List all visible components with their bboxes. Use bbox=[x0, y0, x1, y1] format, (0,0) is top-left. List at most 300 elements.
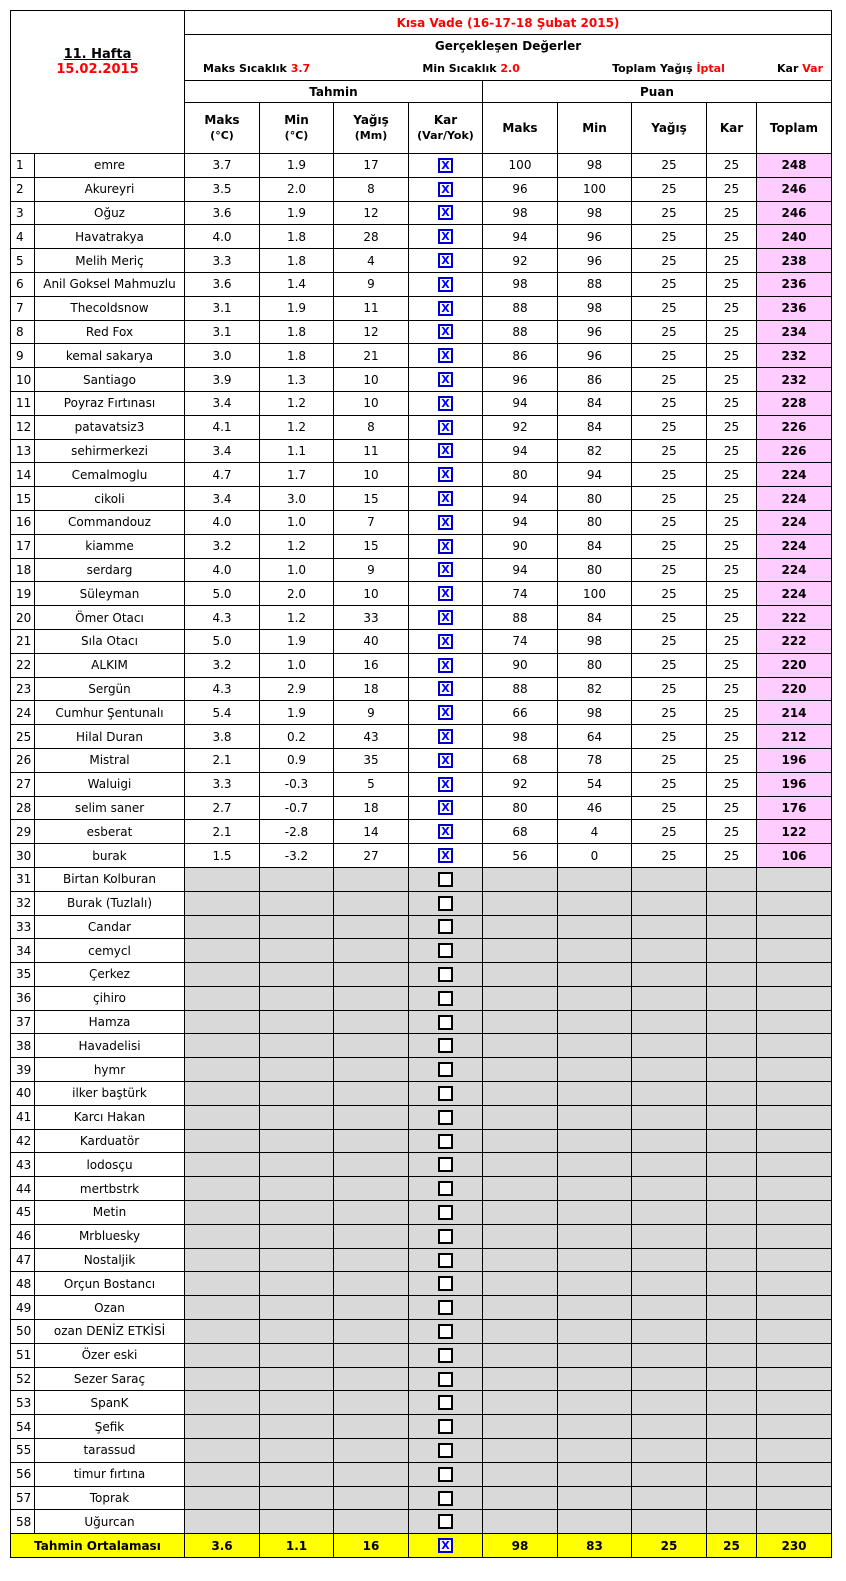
row-number: 52 bbox=[11, 1367, 35, 1391]
snow-checkbox[interactable] bbox=[438, 1372, 453, 1387]
snow-checkbox[interactable]: X bbox=[438, 848, 453, 863]
snow-checkbox[interactable] bbox=[438, 1229, 453, 1244]
score-total: 220 bbox=[757, 677, 832, 701]
forecast-max bbox=[185, 1034, 260, 1058]
score-precip: 25 bbox=[632, 534, 707, 558]
row-number: 33 bbox=[11, 915, 35, 939]
table-row-empty bbox=[11, 939, 832, 963]
snow-checkbox[interactable]: X bbox=[438, 182, 453, 197]
forecast-max bbox=[185, 1153, 260, 1177]
row-number: 39 bbox=[11, 1058, 35, 1082]
table-row bbox=[11, 653, 832, 677]
score-precip bbox=[632, 1486, 707, 1510]
participant-name: Akureyri bbox=[35, 177, 185, 201]
score-max bbox=[483, 1105, 558, 1129]
score-snow: 25 bbox=[707, 534, 757, 558]
score-precip bbox=[632, 939, 707, 963]
forecast-max: 3.9 bbox=[185, 368, 260, 392]
score-snow: 25 bbox=[707, 748, 757, 772]
snow-checkbox[interactable]: X bbox=[438, 491, 453, 506]
score-max bbox=[483, 1391, 558, 1415]
snow-checkbox[interactable]: X bbox=[438, 705, 453, 720]
score-min bbox=[558, 1129, 632, 1153]
score-min bbox=[558, 1272, 632, 1296]
score-max bbox=[483, 1439, 558, 1463]
forecast-precip bbox=[334, 1510, 409, 1534]
participant-name: Red Fox bbox=[35, 320, 185, 344]
snow-checkbox[interactable] bbox=[438, 1514, 453, 1529]
score-min bbox=[558, 1153, 632, 1177]
table-row-empty bbox=[11, 891, 832, 915]
forecast-min: 2.9 bbox=[260, 677, 334, 701]
snow-checkbox[interactable]: X bbox=[438, 253, 453, 268]
forecast-max: 3.8 bbox=[185, 725, 260, 749]
forecast-precip: 35 bbox=[334, 748, 409, 772]
score-precip bbox=[632, 1296, 707, 1320]
forecast-max bbox=[185, 891, 260, 915]
score-snow bbox=[707, 1248, 757, 1272]
score-max bbox=[483, 891, 558, 915]
participant-name: ilker baştürk bbox=[35, 1082, 185, 1106]
forecast-snow bbox=[409, 296, 483, 320]
score-precip: 25 bbox=[632, 772, 707, 796]
score-min bbox=[558, 1248, 632, 1272]
row-number: 50 bbox=[11, 1320, 35, 1344]
score-snow: 25 bbox=[707, 653, 757, 677]
snow-checkbox[interactable] bbox=[438, 1134, 453, 1149]
score-total: 224 bbox=[757, 510, 832, 534]
table-row-empty bbox=[11, 915, 832, 939]
forecast-min bbox=[260, 1510, 334, 1534]
forecast-max bbox=[185, 915, 260, 939]
snow-checkbox[interactable] bbox=[438, 1491, 453, 1506]
score-snow bbox=[707, 1391, 757, 1415]
snow-checkbox[interactable]: X bbox=[438, 1538, 453, 1553]
table-row-empty bbox=[11, 1343, 832, 1367]
score-snow bbox=[707, 1034, 757, 1058]
score-precip: 25 bbox=[632, 487, 707, 511]
row-number: 19 bbox=[11, 582, 35, 606]
snow-checkbox[interactable]: X bbox=[438, 681, 453, 696]
forecast-max: 3.3 bbox=[185, 249, 260, 273]
forecast-precip bbox=[334, 1201, 409, 1225]
score-min: 84 bbox=[558, 606, 632, 630]
score-max: 68 bbox=[483, 748, 558, 772]
score-max: 68 bbox=[483, 820, 558, 844]
forecast-snow bbox=[409, 1082, 483, 1106]
forecast-max: 2.7 bbox=[185, 796, 260, 820]
score-precip bbox=[632, 1510, 707, 1534]
snow-checkbox[interactable] bbox=[438, 896, 453, 911]
snow-checkbox[interactable]: X bbox=[438, 443, 453, 458]
score-snow: 25 bbox=[707, 439, 757, 463]
average-max: 3.6 bbox=[185, 1534, 260, 1558]
score-precip: 25 bbox=[632, 629, 707, 653]
row-number: 49 bbox=[11, 1296, 35, 1320]
snow-checkbox[interactable] bbox=[438, 1253, 453, 1268]
score-total: 106 bbox=[757, 844, 832, 868]
snow-checkbox[interactable]: X bbox=[438, 301, 453, 316]
score-total bbox=[757, 1510, 832, 1534]
forecast-min: 1.9 bbox=[260, 201, 334, 225]
snow-checkbox[interactable] bbox=[438, 1395, 453, 1410]
score-precip bbox=[632, 1129, 707, 1153]
forecast-max: 4.7 bbox=[185, 463, 260, 487]
snow-checkbox[interactable] bbox=[438, 967, 453, 982]
score-total: 226 bbox=[757, 415, 832, 439]
forecast-snow bbox=[409, 701, 483, 725]
snow-checkbox[interactable]: X bbox=[438, 586, 453, 601]
snow-checkbox[interactable] bbox=[438, 991, 453, 1006]
snow-checkbox[interactable] bbox=[438, 1015, 453, 1030]
average-min: 1.1 bbox=[260, 1534, 334, 1558]
snow-checkbox[interactable] bbox=[438, 1419, 453, 1434]
participant-name: Candar bbox=[35, 915, 185, 939]
row-number: 15 bbox=[11, 487, 35, 511]
average-row bbox=[11, 1534, 832, 1558]
average-score-max: 98 bbox=[483, 1534, 558, 1558]
forecast-snow bbox=[409, 225, 483, 249]
score-min: 0 bbox=[558, 844, 632, 868]
snow-checkbox[interactable] bbox=[438, 1276, 453, 1291]
score-total bbox=[757, 1034, 832, 1058]
snow-checkbox[interactable]: X bbox=[438, 539, 453, 554]
forecast-snow bbox=[409, 510, 483, 534]
score-precip bbox=[632, 867, 707, 891]
forecast-min: 0.2 bbox=[260, 725, 334, 749]
forecast-max bbox=[185, 1415, 260, 1439]
snow-checkbox[interactable]: X bbox=[438, 753, 453, 768]
row-number: 28 bbox=[11, 796, 35, 820]
score-total: 212 bbox=[757, 725, 832, 749]
forecast-min: 1.8 bbox=[260, 249, 334, 273]
score-max bbox=[483, 986, 558, 1010]
forecast-min bbox=[260, 1320, 334, 1344]
forecast-snow bbox=[409, 368, 483, 392]
forecast-precip: 43 bbox=[334, 725, 409, 749]
score-snow bbox=[707, 1439, 757, 1463]
table-row bbox=[11, 225, 832, 249]
forecast-precip bbox=[334, 1439, 409, 1463]
score-snow bbox=[707, 1462, 757, 1486]
row-number: 13 bbox=[11, 439, 35, 463]
score-total: 246 bbox=[757, 201, 832, 225]
snow-checkbox[interactable] bbox=[438, 1181, 453, 1196]
snow-checkbox[interactable] bbox=[438, 872, 453, 887]
forecast-min: -2.8 bbox=[260, 820, 334, 844]
forecast-snow bbox=[409, 1296, 483, 1320]
forecast-max: 4.1 bbox=[185, 415, 260, 439]
score-max: 90 bbox=[483, 653, 558, 677]
row-number: 12 bbox=[11, 415, 35, 439]
score-snow bbox=[707, 939, 757, 963]
forecast-max: 3.6 bbox=[185, 272, 260, 296]
score-snow bbox=[707, 1320, 757, 1344]
row-number: 29 bbox=[11, 820, 35, 844]
average-snow bbox=[409, 1534, 483, 1558]
score-min: 80 bbox=[558, 653, 632, 677]
score-precip bbox=[632, 1439, 707, 1463]
snow-checkbox[interactable] bbox=[438, 1086, 453, 1101]
table-row bbox=[11, 296, 832, 320]
score-min bbox=[558, 1486, 632, 1510]
score-precip bbox=[632, 891, 707, 915]
forecast-precip: 15 bbox=[334, 487, 409, 511]
score-snow bbox=[707, 1415, 757, 1439]
forecast-snow bbox=[409, 986, 483, 1010]
score-min bbox=[558, 1034, 632, 1058]
score-min: 84 bbox=[558, 415, 632, 439]
snow-checkbox[interactable]: X bbox=[438, 158, 453, 173]
snow-checkbox[interactable]: X bbox=[438, 800, 453, 815]
forecast-precip: 18 bbox=[334, 677, 409, 701]
forecast-snow bbox=[409, 606, 483, 630]
snow-checkbox[interactable]: X bbox=[438, 372, 453, 387]
table-row-empty bbox=[11, 1272, 832, 1296]
snow-checkbox[interactable] bbox=[438, 1443, 453, 1458]
score-precip: 25 bbox=[632, 796, 707, 820]
score-precip: 25 bbox=[632, 582, 707, 606]
score-snow bbox=[707, 1010, 757, 1034]
col-header-min: Min (°C) bbox=[260, 103, 334, 154]
forecast-min: 1.9 bbox=[260, 629, 334, 653]
snow-checkbox[interactable]: X bbox=[438, 229, 453, 244]
snow-checkbox[interactable] bbox=[438, 943, 453, 958]
snow-checkbox[interactable] bbox=[438, 1467, 453, 1482]
forecast-min bbox=[260, 1343, 334, 1367]
forecast-max bbox=[185, 939, 260, 963]
participant-name: Mistral bbox=[35, 748, 185, 772]
forecast-snow bbox=[409, 1343, 483, 1367]
snow-checkbox[interactable]: X bbox=[438, 824, 453, 839]
row-number: 10 bbox=[11, 368, 35, 392]
forecast-max: 3.6 bbox=[185, 201, 260, 225]
snow-checkbox[interactable] bbox=[438, 1324, 453, 1339]
participant-name: burak bbox=[35, 844, 185, 868]
forecast-precip bbox=[334, 1415, 409, 1439]
snow-checkbox[interactable] bbox=[438, 1300, 453, 1315]
score-total bbox=[757, 915, 832, 939]
participant-name: Süleyman bbox=[35, 582, 185, 606]
participant-name: esberat bbox=[35, 820, 185, 844]
score-max: 94 bbox=[483, 391, 558, 415]
snow-checkbox[interactable]: X bbox=[438, 396, 453, 411]
forecast-max bbox=[185, 963, 260, 987]
score-min: 98 bbox=[558, 154, 632, 178]
participant-name: Karduatör bbox=[35, 1129, 185, 1153]
forecast-precip: 9 bbox=[334, 558, 409, 582]
forecast-max bbox=[185, 1082, 260, 1106]
snow-checkbox[interactable] bbox=[438, 919, 453, 934]
forecast-snow bbox=[409, 1034, 483, 1058]
forecast-max: 3.4 bbox=[185, 391, 260, 415]
score-precip bbox=[632, 1034, 707, 1058]
forecast-snow bbox=[409, 1391, 483, 1415]
forecast-snow bbox=[409, 439, 483, 463]
snow-checkbox[interactable]: X bbox=[438, 658, 453, 673]
forecast-min: -3.2 bbox=[260, 844, 334, 868]
forecast-precip: 27 bbox=[334, 844, 409, 868]
forecast-min bbox=[260, 1058, 334, 1082]
snow-checkbox[interactable] bbox=[438, 1110, 453, 1125]
score-snow bbox=[707, 891, 757, 915]
score-max bbox=[483, 939, 558, 963]
forecast-precip bbox=[334, 986, 409, 1010]
forecast-min bbox=[260, 1296, 334, 1320]
participant-name: Cemalmoglu bbox=[35, 463, 185, 487]
forecast-snow bbox=[409, 1510, 483, 1534]
snow-checkbox[interactable]: X bbox=[438, 610, 453, 625]
forecast-max: 4.0 bbox=[185, 225, 260, 249]
forecast-max: 2.1 bbox=[185, 820, 260, 844]
score-precip: 25 bbox=[632, 225, 707, 249]
score-max: 94 bbox=[483, 439, 558, 463]
participant-name: Nostaljik bbox=[35, 1248, 185, 1272]
participant-name: Sıla Otacı bbox=[35, 629, 185, 653]
table-row-empty bbox=[11, 1367, 832, 1391]
score-snow: 25 bbox=[707, 796, 757, 820]
score-precip: 25 bbox=[632, 391, 707, 415]
snow-checkbox[interactable]: X bbox=[438, 205, 453, 220]
score-min: 96 bbox=[558, 320, 632, 344]
forecast-min bbox=[260, 1153, 334, 1177]
score-precip bbox=[632, 1105, 707, 1129]
score-snow bbox=[707, 1510, 757, 1534]
snow-checkbox[interactable]: X bbox=[438, 348, 453, 363]
table-row-empty bbox=[11, 1105, 832, 1129]
table-row bbox=[11, 320, 832, 344]
forecast-max: 3.0 bbox=[185, 344, 260, 368]
score-min bbox=[558, 891, 632, 915]
forecast-precip: 9 bbox=[334, 701, 409, 725]
score-precip bbox=[632, 1320, 707, 1344]
table-row bbox=[11, 534, 832, 558]
score-total: 224 bbox=[757, 534, 832, 558]
snow-checkbox[interactable]: X bbox=[438, 324, 453, 339]
score-total: 196 bbox=[757, 772, 832, 796]
score-max bbox=[483, 1367, 558, 1391]
score-precip: 25 bbox=[632, 272, 707, 296]
row-number: 5 bbox=[11, 249, 35, 273]
row-number: 31 bbox=[11, 867, 35, 891]
participant-name: Sergün bbox=[35, 677, 185, 701]
score-max bbox=[483, 1415, 558, 1439]
snow-checkbox[interactable] bbox=[438, 1062, 453, 1077]
forecast-max bbox=[185, 1486, 260, 1510]
participant-name: Sezer Saraç bbox=[35, 1367, 185, 1391]
participant-name: Santiago bbox=[35, 368, 185, 392]
score-min: 82 bbox=[558, 677, 632, 701]
col-header-score-precip: Yağış bbox=[632, 103, 707, 154]
row-number: 2 bbox=[11, 177, 35, 201]
participant-name: Ozan bbox=[35, 1296, 185, 1320]
snow-checkbox[interactable] bbox=[438, 1205, 453, 1220]
table-row-empty bbox=[11, 1129, 832, 1153]
score-precip bbox=[632, 1367, 707, 1391]
score-precip: 25 bbox=[632, 844, 707, 868]
forecast-snow bbox=[409, 1367, 483, 1391]
snow-checkbox[interactable]: X bbox=[438, 777, 453, 792]
forecast-min: -0.7 bbox=[260, 796, 334, 820]
score-precip bbox=[632, 1058, 707, 1082]
forecast-snow bbox=[409, 867, 483, 891]
snow-checkbox[interactable]: X bbox=[438, 729, 453, 744]
score-total bbox=[757, 1224, 832, 1248]
score-precip: 25 bbox=[632, 439, 707, 463]
score-snow: 25 bbox=[707, 820, 757, 844]
row-number: 37 bbox=[11, 1010, 35, 1034]
col-header-score-max: Maks bbox=[483, 103, 558, 154]
score-min bbox=[558, 1201, 632, 1225]
forecast-precip: 11 bbox=[334, 439, 409, 463]
snow-checkbox[interactable] bbox=[438, 1348, 453, 1363]
score-max bbox=[483, 1320, 558, 1344]
forecast-max: 1.5 bbox=[185, 844, 260, 868]
snow-checkbox[interactable]: X bbox=[438, 515, 453, 530]
col-header-score-total: Toplam bbox=[757, 103, 832, 154]
observed-precip: Toplam Yağış İptal bbox=[612, 61, 725, 75]
snow-checkbox[interactable] bbox=[438, 1038, 453, 1053]
forecast-precip bbox=[334, 1177, 409, 1201]
row-number: 9 bbox=[11, 344, 35, 368]
row-number: 48 bbox=[11, 1272, 35, 1296]
score-precip bbox=[632, 1010, 707, 1034]
score-min bbox=[558, 1296, 632, 1320]
score-max: 98 bbox=[483, 725, 558, 749]
row-number: 46 bbox=[11, 1224, 35, 1248]
table-row bbox=[11, 606, 832, 630]
forecast-min bbox=[260, 1010, 334, 1034]
forecast-precip bbox=[334, 1058, 409, 1082]
participant-name: Melih Meriç bbox=[35, 249, 185, 273]
forecast-min bbox=[260, 867, 334, 891]
average-score-precip: 25 bbox=[632, 1534, 707, 1558]
forecast-snow bbox=[409, 1105, 483, 1129]
table-row bbox=[11, 154, 832, 178]
snow-checkbox[interactable]: X bbox=[438, 277, 453, 292]
forecast-max bbox=[185, 1439, 260, 1463]
forecast-precip bbox=[334, 1343, 409, 1367]
snow-checkbox[interactable] bbox=[438, 1157, 453, 1172]
score-snow bbox=[707, 1201, 757, 1225]
row-number: 4 bbox=[11, 225, 35, 249]
forecast-max bbox=[185, 1010, 260, 1034]
score-precip bbox=[632, 1153, 707, 1177]
snow-checkbox[interactable]: X bbox=[438, 420, 453, 435]
table-row bbox=[11, 844, 832, 868]
forecast-snow bbox=[409, 1058, 483, 1082]
score-min bbox=[558, 1462, 632, 1486]
score-total bbox=[757, 1415, 832, 1439]
score-min: 96 bbox=[558, 249, 632, 273]
forecast-max: 5.4 bbox=[185, 701, 260, 725]
table-row-empty bbox=[11, 1415, 832, 1439]
forecast-precip: 10 bbox=[334, 368, 409, 392]
table-row bbox=[11, 582, 832, 606]
observed-values bbox=[185, 57, 832, 81]
row-number: 54 bbox=[11, 1415, 35, 1439]
snow-checkbox[interactable]: X bbox=[438, 562, 453, 577]
score-total bbox=[757, 1010, 832, 1034]
snow-checkbox[interactable]: X bbox=[438, 634, 453, 649]
average-score-snow: 25 bbox=[707, 1534, 757, 1558]
score-max: 86 bbox=[483, 344, 558, 368]
forecast-min: 0.9 bbox=[260, 748, 334, 772]
week-date: 15.02.2015 bbox=[56, 62, 139, 77]
forecast-precip bbox=[334, 939, 409, 963]
snow-checkbox[interactable]: X bbox=[438, 467, 453, 482]
forecast-min: 1.0 bbox=[260, 558, 334, 582]
